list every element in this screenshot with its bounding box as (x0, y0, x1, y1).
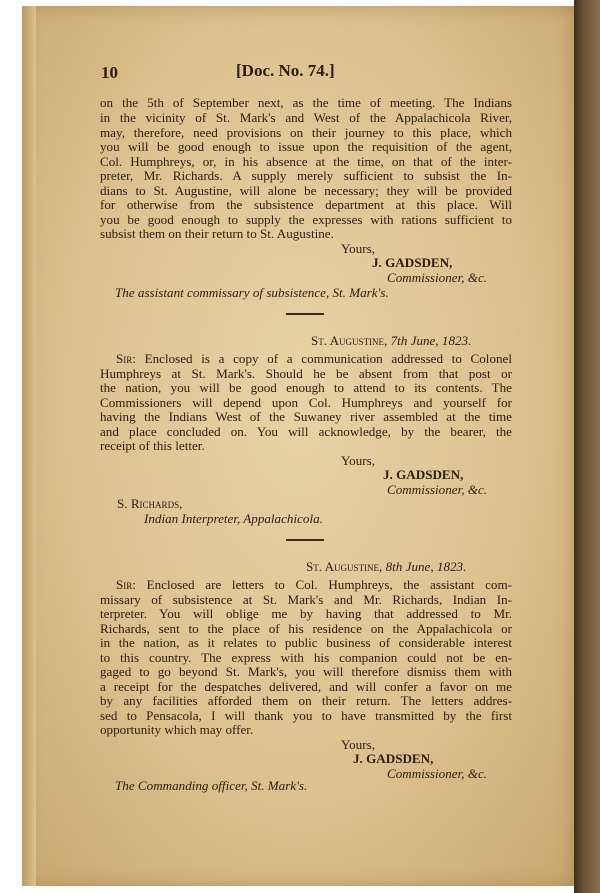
letter3-signer-title: Commissioner, &c. (387, 766, 488, 781)
letter1-signer-title: Commissioner, &c. (387, 270, 488, 285)
letter2-signer-title: Commissioner, &c. (387, 482, 488, 497)
document-label: [Doc. No. 74.] (236, 61, 335, 80)
page-number: 10 (101, 63, 118, 82)
letter2-closing: Yours, (341, 453, 375, 468)
letter1-line: preter, Mr. Richards. A supply merely sufficient to subsist the In- (100, 168, 512, 183)
letter1-closing: Yours, (341, 241, 375, 256)
letter1-line: subsist them on their return to St. Augustine. (100, 226, 334, 241)
letter1-line: for otherwise from the subsistence department at this place. Will (100, 197, 512, 212)
section-divider (286, 539, 324, 541)
letter3-line: to this country. The express with his companion could not be en- (100, 650, 512, 665)
letter3-line: Richards, sent to the place of his residence on the Appalachicola or (100, 621, 512, 636)
letter3-signer: J. GADSDEN, (353, 751, 434, 766)
letter2-signer: J. GADSDEN, (383, 467, 464, 482)
letter3-date: 8th June, 1823. (385, 559, 467, 574)
letter2-line: Humphreys at St. Mark's. Should he be absent from that post or (100, 366, 512, 381)
letter3-line: gaged to go beyond St. Mark's, you will therefore dismiss them with (100, 664, 512, 679)
letter3-place: St. Augustine, (306, 559, 383, 574)
letter3-dateline (306, 560, 466, 575)
letter2-first-line (116, 352, 512, 367)
letter3-line: Enclosed are letters to Col. Humphreys, the assistant com- (146, 577, 512, 592)
letter2-salutation: Sir: (116, 351, 136, 366)
letter3-line: missary of subsistence at St. Mark's and Mr. Richards, Indian In- (100, 592, 512, 607)
letter1-line: dians to St. Augustine, will alone be necessary; they will be provided (100, 183, 512, 198)
letter1-signer: J. GADSDEN, (372, 255, 453, 270)
letter1-line: may, therefore, need provisions on their journey to this place, which (100, 125, 512, 140)
letter3-line: a receipt for the despatches delivered, and will confer a favor on me (100, 679, 512, 694)
letter3-line: terpreter. You will oblige me by having that addressed to Mr. (100, 606, 512, 621)
letter2-addressee-role: Indian Interpreter, Appalachicola. (144, 511, 323, 526)
letter3-line: opportunity which may offer. (100, 722, 254, 737)
letter3-addressee: The Commanding officer, St. Mark's. (115, 778, 308, 793)
letter3-line: sed to Pensacola, I will thank you to have transmitted by the first (100, 708, 512, 723)
letter1-line: in the vicinity of St. Mark's and West of the Appalachicola River, (100, 110, 512, 125)
section-divider (286, 313, 324, 315)
letter2-line: Commissioners will depend upon Col. Humphreys and yourself for (100, 395, 512, 410)
letter1-line: Col. Humphreys, or, in his absence at the time, on that of the inter- (100, 154, 512, 169)
letter1-line: on the 5th of September next, as the time of meeting. The Indians (100, 95, 512, 110)
letter1-addressee: The assistant commissary of subsistence, St. Mark's. (115, 285, 389, 300)
letter2-line: Enclosed is a copy of a communication addressed to Colonel (144, 351, 512, 366)
letter1-line: you will be good enough to issue upon the requisition of the agent, (100, 139, 512, 154)
letter2-place: St. Augustine, (311, 333, 388, 348)
letter3-closing: Yours, (341, 737, 375, 752)
letter2-date: 7th June, 1823. (390, 333, 472, 348)
letter2-line: receipt of this letter. (100, 438, 205, 453)
letter3-salutation: Sir: (116, 577, 136, 592)
letter2-line: and place concluded on. You will acknowledge, by the bearer, the (100, 424, 512, 439)
letter3-first-line (116, 578, 512, 593)
letter1-line: you be good enough to supply the expresses with rations sufficient to (100, 212, 512, 227)
letter3-line: by any facilities afforded them on their return. The letters addres- (100, 693, 512, 708)
letter2-line: the nation, you will be good enough to attend to its contents. The (100, 380, 512, 395)
letter2-line: having the Indians West of the Suwaney river assembled at the time (100, 409, 512, 424)
letter2-dateline (311, 334, 471, 349)
letter3-line: in the nation, as it relates to public business of considerable interest (100, 635, 512, 650)
letter2-addressee-name: S. Richards, (117, 496, 183, 511)
